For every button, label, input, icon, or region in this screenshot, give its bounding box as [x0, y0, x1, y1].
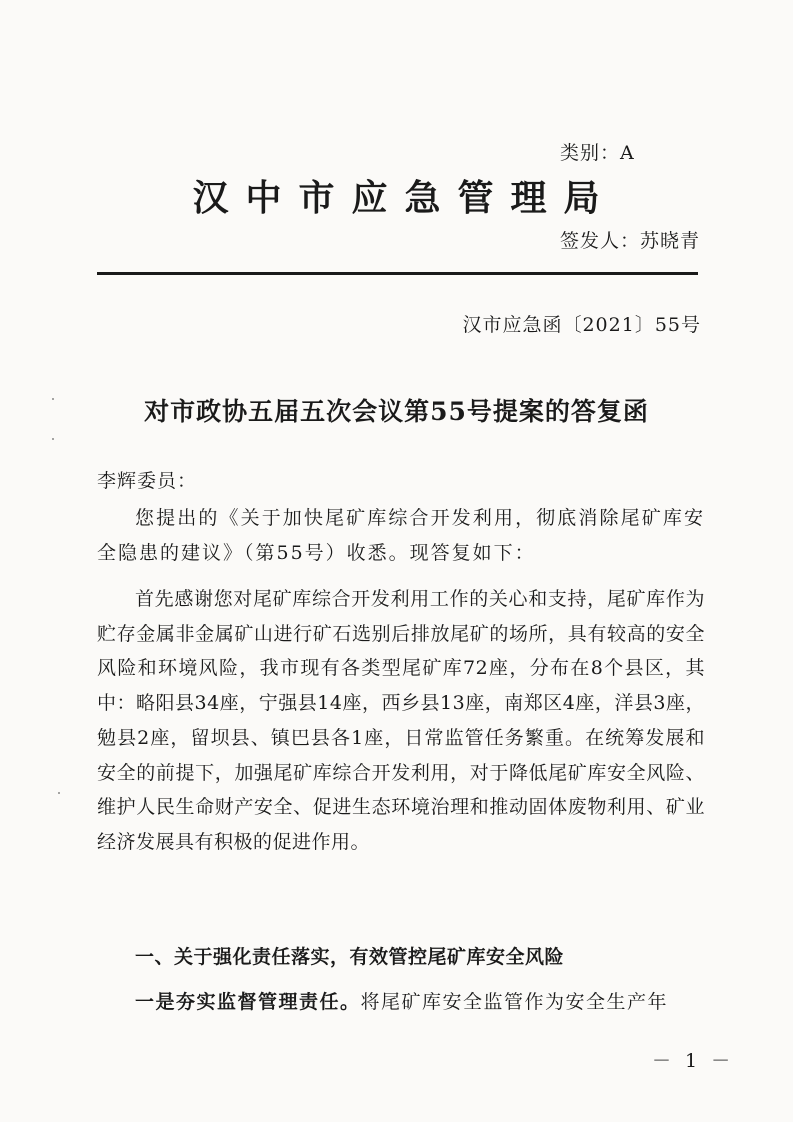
- body-paragraph-2: 首先感谢您对尾矿库综合开发利用工作的关心和支持，尾矿库作为贮存金属非金属矿山进行矿石选别后排放尾矿的场所，具有较高的安全风险和环境风险，我市现有各类型尾矿库72座，分布在8个县区，其中：略阳县34座，宁强县14座，西乡县13座，南郑区4座，洋县3座，勉县2座，留坝县、镇巴县各1座，日常监管任务繁重。在统筹发展和安全的前提下，加强尾矿库综合开发利用，对于降低尾矿库安全风险、维护人民生命财产安全、促进生态环境治理和推动固体废物利用、矿业经济发展具有积极的促进作用。: [97, 588, 705, 853]
- issuing-organization-title: 汉中市应急管理局: [192, 177, 617, 219]
- document-number: 汉市应急函〔2021〕55号: [462, 314, 701, 336]
- header-divider: [97, 272, 698, 275]
- page-number: － 1 －: [652, 1050, 735, 1072]
- scan-speck: [52, 398, 54, 400]
- section-heading-1: 一、关于强化责任落实，有效管控尾矿库安全风险: [135, 946, 565, 968]
- body-paragraph-1: 您提出的《关于加快尾矿库综合开发利用，彻底消除尾矿库安全隐患的建议》（第55号）收悉。现答复如下：: [97, 507, 705, 564]
- body-paragraph-3: [97, 985, 705, 1020]
- scan-speck: [58, 792, 60, 794]
- document-category: 类别：A: [560, 142, 635, 164]
- scan-speck: [52, 438, 54, 440]
- signer-line: 签发人：苏晓青: [560, 230, 701, 252]
- paragraph-continuation: 将尾矿库安全监管作为安全生产年: [360, 991, 669, 1013]
- document-title: 对市政协五届五次会议第55号提案的答复函: [144, 397, 649, 426]
- salutation: 李辉委员：: [97, 470, 198, 492]
- paragraph-lead-phrase: 一是夯实监督管理责任。: [135, 991, 361, 1013]
